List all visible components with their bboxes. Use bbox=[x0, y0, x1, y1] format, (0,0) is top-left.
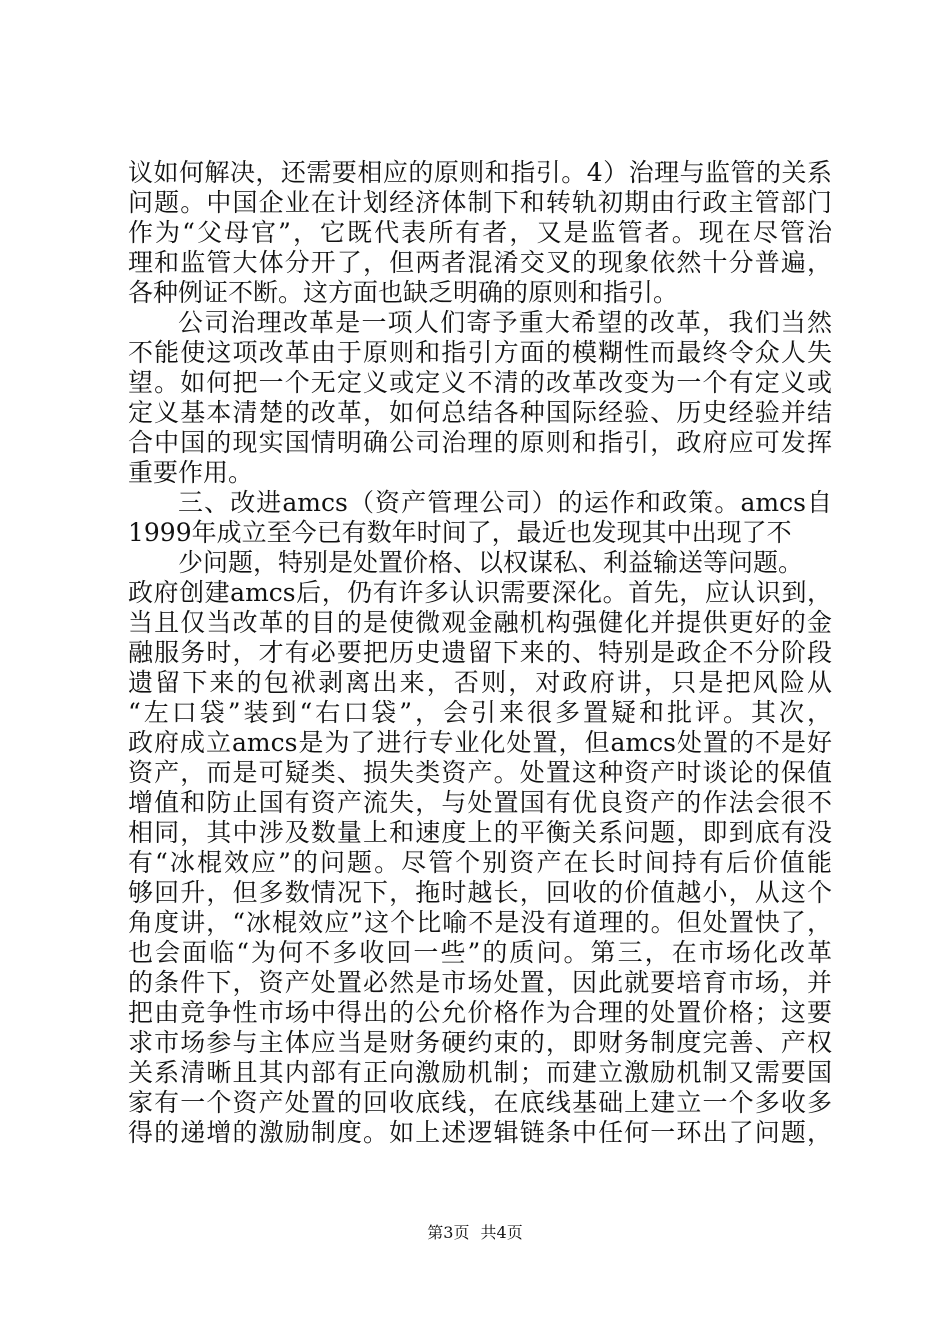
text-line: 资产，而是可疑类、损失类资产。处置这种资产时谈论的保值 bbox=[128, 758, 832, 787]
text-line: 望。如何把一个无定义或定义不清的改革改变为一个有定义或 bbox=[128, 368, 832, 397]
text-line: 议如何解决，还需要相应的原则和指引。4）治理与监管的关系 bbox=[128, 158, 832, 187]
text-line: 公司治理改革是一项人们寄予重大希望的改革，我们当然 bbox=[178, 308, 832, 337]
text-line: 1999年成立至今已有数年时间了，最近也发现其中出现了不 bbox=[128, 518, 792, 547]
text-line: 有“冰棍效应”的问题。尽管个别资产在长时间持有后价值能 bbox=[128, 848, 832, 877]
text-line: 求市场参与主体应当是财务硬约束的，即财务制度完善、产权 bbox=[128, 1028, 832, 1057]
text-line: 够回升，但多数情况下，拖时越长，回收的价值越小，从这个 bbox=[128, 878, 832, 907]
text-line: 不能使这项改革由于原则和指引方面的模糊性而最终令众人失 bbox=[128, 338, 832, 367]
text-line: 相同，其中涉及数量上和速度上的平衡关系问题，即到底有没 bbox=[128, 818, 832, 847]
text-line: 增值和防止国有资产流失，与处置国有优良资产的作法会很不 bbox=[128, 788, 832, 817]
page-footer bbox=[0, 1220, 950, 1243]
text-line: 当且仅当改革的目的是使微观金融机构强健化并提供更好的金 bbox=[128, 608, 832, 637]
text-line: 定义基本清楚的改革，如何总结各种国际经验、历史经验并结 bbox=[128, 398, 832, 427]
text-line: 融服务时，才有必要把历史遗留下来的、特别是政企不分阶段 bbox=[128, 638, 832, 667]
text-line: 遗留下来的包袱剥离出来，否则，对政府讲，只是把风险从 bbox=[128, 668, 832, 697]
text-line: 家有一个资产处置的回收底线，在底线基础上建立一个多收多 bbox=[128, 1088, 832, 1117]
text-line: 作为“父母官”，它既代表所有者，又是监管者。现在尽管治 bbox=[128, 218, 832, 247]
text-line: 的条件下，资产处置必然是市场处置，因此就要培育市场，并 bbox=[128, 968, 832, 997]
text-line: 关系清晰且其内部有正向激励机制；而建立激励机制又需要国 bbox=[128, 1058, 832, 1087]
text-line: 也会面临“为何不多收回一些”的质问。第三，在市场化改革 bbox=[128, 938, 832, 967]
text-line: 合中国的现实国情明确公司治理的原则和指引，政府应可发挥 bbox=[128, 428, 832, 457]
page-number: 第3页 bbox=[427, 1223, 470, 1242]
text-line: “左口袋”装到“右口袋”，会引来很多置疑和批评。其次， bbox=[128, 698, 832, 727]
paragraph-governance-supervision bbox=[128, 158, 832, 308]
body-text bbox=[128, 158, 832, 1148]
text-line: 理和监管大体分开了，但两者混淆交叉的现象依然十分普遍， bbox=[128, 248, 832, 277]
text-line: 各种例证不断。这方面也缺乏明确的原则和指引。 bbox=[128, 278, 679, 307]
text-line: 把由竞争性市场中得出的公允价格作为合理的处置价格；这要 bbox=[128, 998, 832, 1027]
page-total: 共4页 bbox=[480, 1223, 523, 1242]
paragraph-corporate-governance-reform bbox=[128, 308, 832, 488]
text-line: 问题。中国企业在计划经济体制下和转轨初期由行政主管部门 bbox=[128, 188, 832, 217]
text-line: 少问题，特别是处置价格、以权谋私、利益输送等问题。 bbox=[178, 548, 804, 577]
text-line: 得的递增的激励制度。如上述逻辑链条中任何一环出了问题， bbox=[128, 1118, 832, 1147]
text-line: 角度讲，“冰棍效应”这个比喻不是没有道理的。但处置快了， bbox=[128, 908, 832, 937]
text-line: 政府创建amcs后，仍有许多认识需要深化。首先，应认识到， bbox=[128, 578, 832, 607]
text-line: 三、改进amcs（资产管理公司）的运作和政策。amcs自 bbox=[178, 488, 832, 517]
paragraph-amcs-issues bbox=[128, 548, 832, 1148]
text-line: 政府成立amcs是为了进行专业化处置，但amcs处置的不是好 bbox=[128, 728, 832, 757]
text-line: 重要作用。 bbox=[128, 458, 254, 487]
paragraph-amcs-heading bbox=[128, 488, 832, 548]
